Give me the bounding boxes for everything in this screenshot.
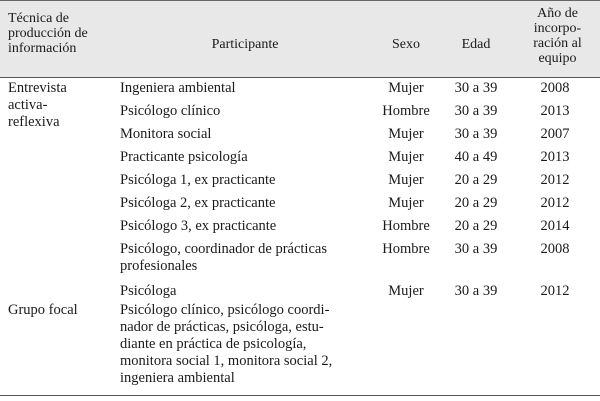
table-row-participante: Psicóloga 1, ex practicante (120, 172, 276, 188)
table-row-anio: 2012 (540, 283, 570, 299)
table-row-participante: Psicóloga (120, 283, 177, 299)
table-row-sexo: Mujer (388, 80, 424, 96)
group-entrevista (8, 80, 67, 131)
table-row-sexo: Mujer (388, 126, 424, 142)
table-row-anio: 2008 (540, 80, 570, 96)
header-tecnica-line: información (8, 41, 77, 56)
table-row-anio: 2014 (540, 218, 570, 234)
header-tecnica-line: producción de (8, 26, 88, 41)
table-row-sexo: Mujer (388, 172, 424, 188)
group-grupo-focal: Grupo focal (8, 302, 78, 318)
table-row-participante-line: Psicólogo, coordinador de prácticas (120, 241, 327, 257)
header-anio-line: incorpo- (533, 21, 582, 36)
table-bottom-rule (0, 395, 600, 396)
table-row-anio: 2008 (540, 241, 570, 257)
table-row-anio: 2012 (540, 195, 570, 211)
table-row-participante: Practicante psicología (120, 149, 248, 165)
table-row-edad: 30 a 39 (454, 80, 498, 96)
grupo-focal-line: ingeniera ambiental (120, 370, 235, 386)
group-entrevista-line: reflexiva (8, 114, 60, 130)
grupo-focal-participantes (120, 302, 370, 387)
header-anio-line: Año de (537, 6, 578, 21)
header-anio-line: ración al (533, 36, 582, 51)
table-row-participante: Monitora social (120, 126, 212, 142)
grupo-focal-line: diante en práctica de psicología, (120, 336, 307, 352)
table-row-edad: 30 a 39 (454, 283, 498, 299)
table-row-sexo: Mujer (388, 195, 424, 211)
table-row-participante: Ingeniera ambiental (120, 80, 236, 96)
header-tecnica (8, 11, 118, 56)
group-entrevista-line: Entrevista (8, 80, 67, 96)
table-row-edad: 20 a 29 (454, 218, 498, 234)
table-row-edad: 30 a 39 (454, 241, 498, 257)
table-header (0, 0, 600, 78)
table-row-sexo: Hombre (382, 241, 430, 257)
table-row-participante (120, 241, 327, 275)
table-row-anio: 2007 (540, 126, 570, 142)
table-row-edad: 20 a 29 (454, 195, 498, 211)
table-row-edad: 30 a 39 (454, 126, 498, 142)
header-anio-line: equipo (538, 51, 577, 66)
grupo-focal-line: monitora social 1, monitora social 2, (120, 353, 333, 369)
table-row-anio: 2013 (540, 149, 570, 165)
header-divider (0, 77, 600, 78)
table-row-edad: 20 a 29 (454, 172, 498, 188)
grupo-focal-line: nador de prácticas, psicóloga, estu- (120, 319, 324, 335)
grupo-focal-line: Psicólogo clínico, psicólogo coordi- (120, 302, 330, 318)
table-row-edad: 30 a 39 (454, 103, 498, 119)
header-sexo: Sexo (392, 37, 420, 52)
table-row-edad: 40 a 49 (454, 149, 498, 165)
header-anio (515, 6, 600, 66)
table-row-anio: 2012 (540, 172, 570, 188)
table-row-participante: Psicólogo clínico (120, 103, 221, 119)
table-row-sexo: Hombre (382, 218, 430, 234)
table-row-sexo: Hombre (382, 103, 430, 119)
group-entrevista-line: activa- (8, 97, 48, 113)
header-edad: Edad (461, 37, 491, 52)
header-tecnica-line: Técnica de (8, 11, 70, 26)
table-row-participante-line: profesionales (120, 258, 198, 274)
table-row-anio: 2013 (540, 103, 570, 119)
header-participante: Participante (211, 37, 279, 52)
table-row-participante: Psicólogo 3, ex practicante (120, 218, 277, 234)
table-row-participante: Psicóloga 2, ex practicante (120, 195, 276, 211)
table-row-sexo: Mujer (388, 283, 424, 299)
table-row-sexo: Mujer (388, 149, 424, 165)
